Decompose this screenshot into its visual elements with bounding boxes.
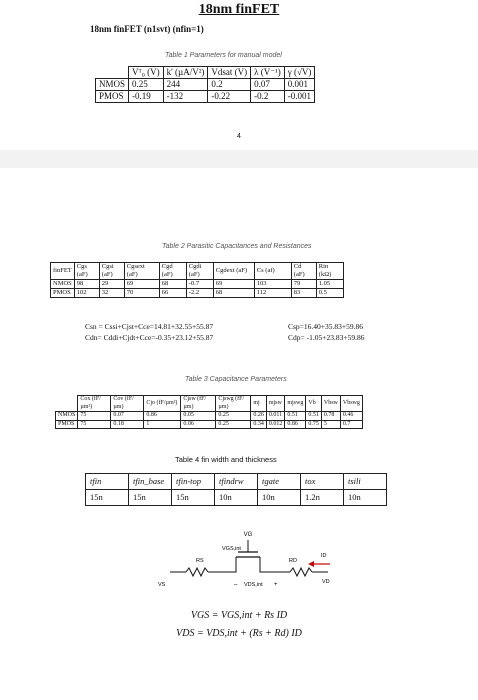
table4-header: tfin_base bbox=[129, 474, 172, 490]
table-row bbox=[56, 412, 363, 421]
table3-cell: 0.012 bbox=[266, 420, 285, 429]
drain-node-wire bbox=[260, 557, 290, 572]
table2 bbox=[50, 262, 344, 298]
table3-cell: 0.34 bbox=[251, 420, 267, 429]
table1-cell: 0.001 bbox=[284, 79, 315, 91]
vgs-formula: VGS = VGS,int + Rs ID bbox=[190, 610, 288, 621]
table1-header: k' (µA/V²) bbox=[163, 67, 208, 79]
table2-cell: 1.05 bbox=[316, 280, 343, 289]
capacitance-equation: Cdp= -1.05+23.83+59.86 bbox=[288, 333, 365, 342]
table-row bbox=[86, 490, 387, 506]
table3-cell: 0.86 bbox=[285, 420, 306, 429]
table1-caption: Table 1 Parameters for manual model bbox=[165, 52, 282, 59]
table1-cell: 0.25 bbox=[129, 79, 164, 91]
table-row bbox=[96, 91, 315, 103]
table3-cell: 0.05 bbox=[181, 412, 216, 421]
table4-header: tfindrw bbox=[215, 474, 258, 490]
table2-cell: 102 bbox=[74, 289, 99, 298]
table-row bbox=[96, 79, 315, 91]
table2-cell: 70 bbox=[124, 289, 159, 298]
table2-cell: 112 bbox=[254, 289, 291, 298]
page-break bbox=[0, 150, 478, 168]
capacitance-equation: Cdn= Cddi+Cjdt+Cce=-0.35+23.12+55.87 bbox=[85, 333, 214, 342]
source-node-wire bbox=[208, 557, 236, 572]
table3-cell: 0.25 bbox=[216, 412, 251, 421]
table4-cell: 10n bbox=[215, 490, 258, 506]
table2-cell: 83 bbox=[291, 289, 316, 298]
table1-cell: -132 bbox=[163, 91, 208, 103]
drain-current-label: ID bbox=[321, 553, 327, 559]
table2-header-row bbox=[51, 263, 344, 280]
table4-caption: Table 4 fin width and thickness bbox=[175, 455, 277, 464]
drain-resistor bbox=[290, 568, 312, 576]
table2-header: Cgsi (aF) bbox=[99, 263, 124, 280]
table1-cell: -0.19 bbox=[129, 91, 164, 103]
vds-formula: VDS = VDS,int + (Rs + Rd) ID bbox=[176, 628, 302, 639]
gate-voltage-label: VG bbox=[243, 532, 253, 538]
table3-cell: 0.18 bbox=[111, 420, 144, 429]
table4-header: tfin bbox=[86, 474, 129, 490]
table1-header: γ (√V) bbox=[284, 67, 315, 79]
table3-header: Cjsw (fF/µm) bbox=[181, 396, 216, 412]
table2-header: Cgd (aF) bbox=[159, 263, 186, 280]
table3-header: mjsw bbox=[266, 396, 285, 412]
table1-cell: -0.22 bbox=[208, 91, 251, 103]
table4-header: tox bbox=[301, 474, 344, 490]
table3-header-row bbox=[56, 396, 363, 412]
table2-cell: 69 bbox=[124, 280, 159, 289]
table3-cell: 0.011 bbox=[266, 412, 285, 421]
current-arrowhead-icon bbox=[308, 561, 314, 567]
table3-cell: 0.75 bbox=[306, 420, 322, 429]
table2-cell: 98 bbox=[74, 280, 99, 289]
table3-header: mj bbox=[251, 396, 267, 412]
table1-cell: -0.001 bbox=[284, 91, 315, 103]
page-title: 18nm finFET bbox=[198, 2, 280, 17]
table3-cell: NMOS bbox=[56, 412, 78, 421]
table1-header: Vᵀ₀ (V) bbox=[129, 67, 164, 79]
table4-header: tfin-top bbox=[172, 474, 215, 490]
table4-cell: 15n bbox=[86, 490, 129, 506]
table4-header: tsili bbox=[344, 474, 387, 490]
table1-cell: -0.2 bbox=[251, 91, 285, 103]
table-row bbox=[56, 420, 363, 429]
table3-header: Cox (fF/µm²) bbox=[78, 396, 111, 412]
table4-header: tgate bbox=[258, 474, 301, 490]
table3-cell: 0.51 bbox=[285, 412, 306, 421]
table-row bbox=[51, 280, 344, 289]
table4 bbox=[85, 473, 387, 506]
table2-cell: 68 bbox=[159, 280, 186, 289]
table2-header: Rin (kΩ) bbox=[316, 263, 343, 280]
capacitance-equation: Csn = Cssi+Cjst+Cce=14.81+32.55+55.87 bbox=[85, 322, 214, 331]
table2-header: Cgs (aF) bbox=[74, 263, 99, 280]
table2-cell: -0.7 bbox=[186, 280, 213, 289]
table4-cell: 10n bbox=[258, 490, 301, 506]
table2-cell: 68 bbox=[213, 289, 254, 298]
drain-voltage-label: VD bbox=[322, 579, 330, 585]
table4-header-row bbox=[86, 474, 387, 490]
table2-cell: 66 bbox=[159, 289, 186, 298]
table3-header bbox=[56, 396, 78, 412]
table1-cell: 0.07 bbox=[251, 79, 285, 91]
table2-cell: NMOS bbox=[51, 280, 75, 289]
table3-header: Vb bbox=[306, 396, 322, 412]
table3 bbox=[55, 395, 363, 429]
table3-cell: 75 bbox=[78, 412, 111, 421]
source-resistance-label: RS bbox=[196, 558, 204, 564]
table1-header-row bbox=[96, 67, 315, 79]
table2-header: Cd (aF) bbox=[291, 263, 316, 280]
table3-cell: 0.25 bbox=[216, 420, 251, 429]
table3-header: mjswg bbox=[285, 396, 306, 412]
table2-cell: -2.2 bbox=[186, 289, 213, 298]
table3-cell: 75 bbox=[78, 420, 111, 429]
page-subtitle: 18nm finFET (n1svt) (nfin=1) bbox=[90, 24, 204, 34]
table4-cell: 15n bbox=[129, 490, 172, 506]
table1-cell: NMOS bbox=[96, 79, 129, 91]
transistor-circuit-diagram bbox=[150, 528, 380, 588]
table3-cell: 0.06 bbox=[181, 420, 216, 429]
internal-gate-voltage-label: VGS,int bbox=[222, 546, 241, 552]
table3-header: Cjswg (fF/µm) bbox=[216, 396, 251, 412]
table2-cell: 32 bbox=[99, 289, 124, 298]
minus-sign: – bbox=[234, 582, 238, 588]
source-resistor bbox=[186, 568, 208, 576]
table1-cell: 0.2 bbox=[208, 79, 251, 91]
table2-header: finFET bbox=[51, 263, 75, 280]
table3-cell: 1 bbox=[144, 420, 181, 429]
table3-caption: Table 3 Capacitance Parameters bbox=[185, 376, 287, 383]
table2-cell: 0.5 bbox=[316, 289, 343, 298]
internal-drain-voltage-label: VDS,int bbox=[244, 582, 263, 588]
table2-cell: 103 bbox=[254, 280, 291, 289]
table1 bbox=[95, 66, 315, 103]
table3-cell: 0.86 bbox=[144, 412, 181, 421]
table2-header: Cgsext (aF) bbox=[124, 263, 159, 280]
table2-header: Cs (af) bbox=[254, 263, 291, 280]
table2-cell: 79 bbox=[291, 280, 316, 289]
source-voltage-label: VS bbox=[158, 582, 166, 588]
table3-cell: 0.7 bbox=[340, 420, 362, 429]
drain-resistance-label: RD bbox=[289, 558, 297, 564]
table3-header: Vbsw bbox=[321, 396, 340, 412]
table1-cell: PMOS bbox=[96, 91, 129, 103]
table3-header: Vbswg bbox=[340, 396, 362, 412]
table2-caption: Table 2 Parasitic Capacitances and Resistances bbox=[162, 243, 312, 250]
plus-sign: + bbox=[274, 582, 278, 588]
table3-cell: 0.07 bbox=[111, 412, 144, 421]
table3-cell: PMOS bbox=[56, 420, 78, 429]
table4-cell: 10n bbox=[344, 490, 387, 506]
capacitance-equation: Csp=16.40+35.83+59.86 bbox=[288, 322, 363, 331]
table1-header: λ (V⁻¹) bbox=[251, 67, 285, 79]
table3-header: Cov (fF/µm) bbox=[111, 396, 144, 412]
table4-cell: 1.2n bbox=[301, 490, 344, 506]
table3-header: Cjo (fF/µm²) bbox=[144, 396, 181, 412]
table3-cell: 0.78 bbox=[321, 412, 340, 421]
table-row bbox=[51, 289, 344, 298]
table2-cell: 29 bbox=[99, 280, 124, 289]
table1-header bbox=[96, 67, 129, 79]
table1-cell: 244 bbox=[163, 79, 208, 91]
table4-cell: 15n bbox=[172, 490, 215, 506]
table2-header: Cgdext (aF) bbox=[213, 263, 254, 280]
page-number: 4 bbox=[237, 133, 241, 140]
table2-header: Cgdi (aF) bbox=[186, 263, 213, 280]
table3-cell: 0.26 bbox=[251, 412, 267, 421]
table2-cell: 69 bbox=[213, 280, 254, 289]
table1-header: Vdsat (V) bbox=[208, 67, 251, 79]
table2-cell: PMOS bbox=[51, 289, 75, 298]
table3-cell: 0.51 bbox=[306, 412, 322, 421]
table3-cell: 0.46 bbox=[340, 412, 362, 421]
table3-cell: 5 bbox=[321, 420, 340, 429]
